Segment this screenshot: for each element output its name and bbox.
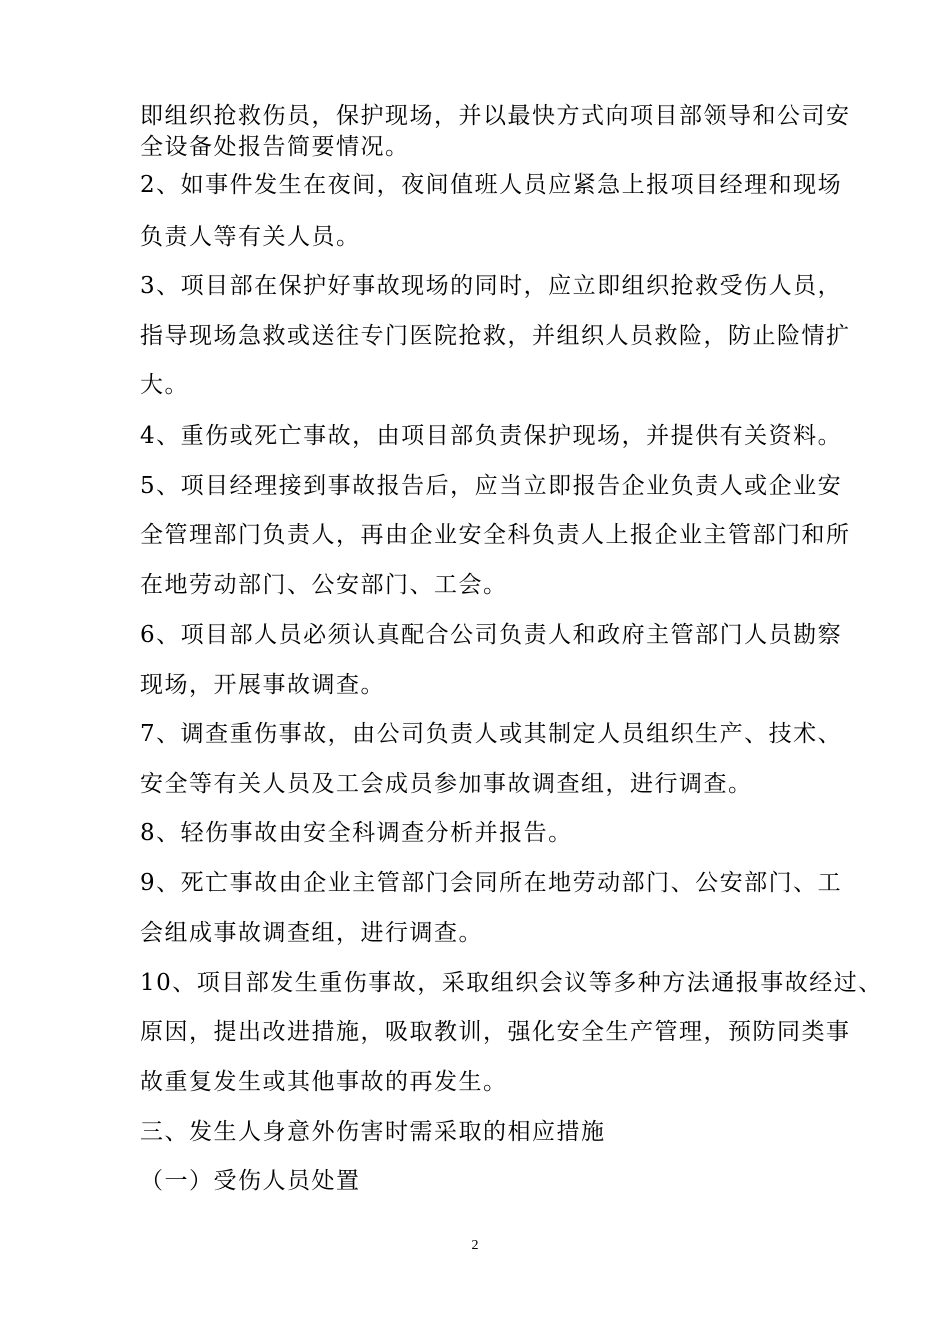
subsection-heading: （一）受伤人员处置 [140, 1168, 361, 1194]
text-line: 在地劳动部门、公安部门、工会。 [140, 572, 508, 598]
text-line: 5、项目经理接到事故报告后，应当立即报告企业负责人或企业安 [140, 473, 843, 499]
text-line: 大。 [140, 372, 189, 398]
text-line: 原因，提出改进措施，吸取教训，强化安全生产管理，预防同类事 [140, 1019, 851, 1045]
text-line: 3、项目部在保护好事故现场的同时，应立即组织抢救受伤人员， [140, 273, 843, 299]
text-line: 即组织抢救伤员，保护现场，并以最快方式向项目部领导和公司安 [140, 103, 851, 129]
text-line: 8、轻伤事故由安全科调查分析并报告。 [140, 820, 573, 846]
page-number: 2 [471, 1238, 479, 1253]
text-line: 7、调查重伤事故，由公司负责人或其制定人员组织生产、技术、 [140, 721, 843, 747]
text-line: 会组成事故调查组，进行调查。 [140, 920, 483, 946]
text-line: 安全等有关人员及工会成员参加事故调查组，进行调查。 [140, 771, 753, 797]
text-line: 全设备处报告简要情况。 [140, 134, 410, 160]
text-line: 2、如事件发生在夜间，夜间值班人员应紧急上报项目经理和现场 [140, 172, 843, 198]
text-line: 指导现场急救或送往专门医院抢救，并组织人员救险，防止险情扩 [140, 323, 851, 349]
text-line: 全管理部门负责人，再由企业安全科负责人上报企业主管部门和所 [140, 522, 851, 548]
text-line: 10、项目部发生重伤事故，采取组织会议等多种方法通报事故经过、 [140, 970, 883, 996]
text-line: 现场，开展事故调查。 [140, 672, 385, 698]
section-heading: 三、发生人身意外伤害时需采取的相应措施 [140, 1119, 606, 1145]
text-line: 4、重伤或死亡事故，由项目部负责保护现场，并提供有关资料。 [140, 423, 843, 449]
text-line: 故重复发生或其他事故的再发生。 [140, 1069, 508, 1095]
text-line: 9、死亡事故由企业主管部门会同所在地劳动部门、公安部门、工 [140, 870, 843, 896]
text-line: 负责人等有关人员。 [140, 224, 361, 250]
text-line: 6、项目部人员必须认真配合公司负责人和政府主管部门人员勘察 [140, 622, 843, 648]
